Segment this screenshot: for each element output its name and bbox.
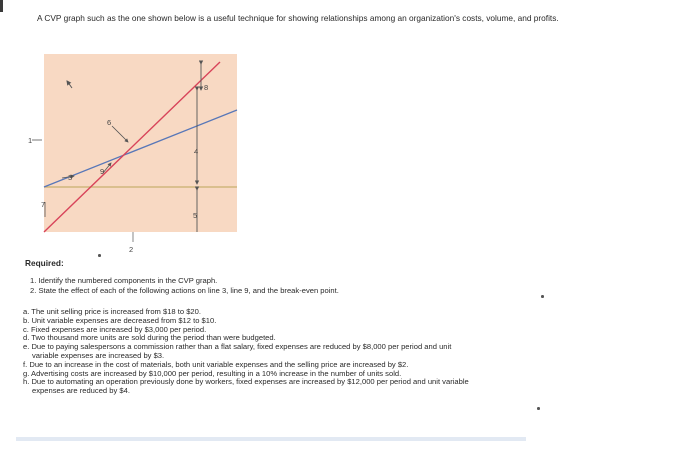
graph-label-9: 9 — [100, 167, 105, 176]
cvp-graph — [28, 46, 273, 266]
graph-label-1: 1 — [28, 136, 33, 145]
requirements-list — [30, 276, 339, 295]
stray-dot — [541, 295, 544, 298]
graph-label-7: 7 — [41, 200, 46, 209]
action-item: h. Due to automating an operation previously done by workers, fixed expenses are increased by $12,000 per period and unit variable — [23, 377, 469, 387]
intro-text: A CVP graph such as the one shown below is a useful technique for showing relationships among an organization's costs, volume, and profits. — [37, 13, 559, 23]
action-item: e. Due to paying salespersons a commission rather than a flat salary, fixed expenses are reduced by $8,000 per period and unit — [23, 342, 452, 352]
action-item: g. Advertising costs are increased by $10,000 per period, resulting in a 10% increase in the number of units sold. — [23, 368, 402, 378]
requirement-item: 2. State the effect of each of the following actions on line 3, line 9, and the break-even point. — [30, 285, 339, 295]
action-item: c. Fixed expenses are increased by $3,000 per period. — [23, 324, 207, 334]
answer-area-divider — [16, 437, 526, 441]
page-edge-mark — [0, 0, 3, 12]
action-item-continuation: expenses are reduced by $4. — [32, 386, 130, 396]
graph-background — [44, 54, 237, 232]
stray-dot — [537, 407, 540, 410]
action-item: b. Unit variable expenses are decreased from $12 to $10. — [23, 315, 217, 325]
graph-label-4: 4 — [194, 147, 199, 156]
graph-label-3: 3 — [68, 173, 73, 182]
action-item-continuation: variable expenses are increased by $3. — [32, 350, 165, 360]
action-item: d. Two thousand more units are sold during the period than were budgeted. — [23, 333, 276, 343]
graph-label-5: 5 — [193, 211, 198, 220]
graph-label-6: 6 — [107, 118, 112, 127]
requirement-item: 1. Identify the numbered components in the CVP graph. — [30, 276, 218, 285]
actions-list — [23, 308, 469, 396]
stray-dot — [98, 254, 101, 257]
action-item: a. The unit selling price is increased from $18 to $20. — [23, 307, 201, 316]
graph-label-8: 8 — [204, 83, 209, 92]
graph-label-2: 2 — [129, 245, 134, 254]
required-heading: Required: — [25, 258, 64, 268]
action-item: f. Due to an increase in the cost of materials, both unit variable expenses and the selling price are increased by $2. — [23, 359, 409, 369]
